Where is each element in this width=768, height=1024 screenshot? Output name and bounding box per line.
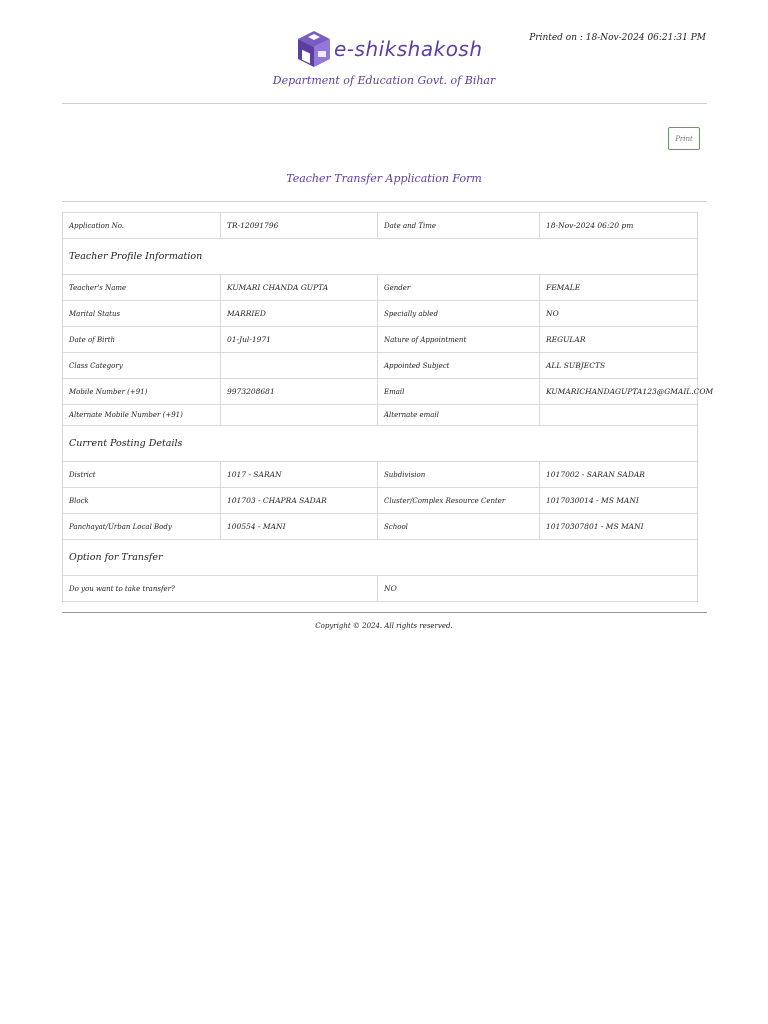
- section-heading-transfer: Option for Transfer: [63, 540, 698, 576]
- field-value: REGULAR: [540, 327, 698, 353]
- department-name: Department of Education Govt. of Bihar: [272, 74, 496, 87]
- transfer-question: Do you want to take transfer?: [63, 576, 378, 602]
- book-cube-logo-icon: [296, 29, 332, 69]
- table-row: [63, 275, 698, 301]
- print-button[interactable]: Print: [668, 127, 700, 150]
- field-value: ALL SUBJECTS: [540, 353, 698, 379]
- printed-on-timestamp: Printed on : 18-Nov-2024 06:21:31 PM: [529, 33, 706, 43]
- field-value: 1017 - SARAN: [221, 462, 378, 488]
- field-label: Alternate email: [378, 405, 540, 426]
- field-value: FEMALE: [540, 275, 698, 301]
- field-label: Email: [378, 379, 540, 405]
- table-row: [63, 488, 698, 514]
- table-row: [63, 405, 698, 426]
- table-row: [63, 301, 698, 327]
- field-label: Gender: [378, 275, 540, 301]
- field-value: 9973208681: [221, 379, 378, 405]
- field-label: Teacher's Name: [63, 275, 221, 301]
- form-title: Teacher Transfer Application Form: [286, 172, 482, 185]
- footer-divider: [62, 612, 707, 613]
- section-row: [63, 540, 698, 576]
- field-label: Subdivision: [378, 462, 540, 488]
- section-heading-posting: Current Posting Details: [63, 426, 698, 462]
- field-value: KUMARI CHANDA GUPTA: [221, 275, 378, 301]
- transfer-answer: NO: [378, 576, 698, 602]
- table-row: [63, 213, 698, 239]
- section-row: [63, 239, 698, 275]
- field-label: Appointed Subject: [378, 353, 540, 379]
- table-row: [63, 576, 698, 602]
- application-table: [62, 212, 714, 602]
- field-label: Date of Birth: [63, 327, 221, 353]
- field-value: MARRIED: [221, 301, 378, 327]
- table-row: [63, 462, 698, 488]
- field-value: [221, 353, 378, 379]
- field-value: 1017002 - SARAN SADAR: [540, 462, 698, 488]
- field-value: 01-Jul-1971: [221, 327, 378, 353]
- field-value: NO: [540, 301, 698, 327]
- site-logo[interactable]: [296, 29, 483, 69]
- field-label: School: [378, 514, 540, 540]
- title-divider: [62, 201, 707, 202]
- field-value: 1017030014 - MS MANI: [540, 488, 698, 514]
- field-value: KUMARICHANDAGUPTA123@GMAIL.COM: [540, 379, 698, 405]
- field-label: Alternate Mobile Number (+91): [63, 405, 221, 426]
- table-row: [63, 327, 698, 353]
- header-divider: [62, 103, 707, 104]
- field-label: Cluster/Complex Resource Center: [378, 488, 540, 514]
- field-label: Block: [63, 488, 221, 514]
- application-no-label: Application No.: [63, 213, 221, 239]
- field-label: Specially abled: [378, 301, 540, 327]
- field-label: District: [63, 462, 221, 488]
- section-heading-profile: Teacher Profile Information: [63, 239, 698, 275]
- section-row: [63, 426, 698, 462]
- field-value: 101703 - CHAPRA SADAR: [221, 488, 378, 514]
- copyright-footer: Copyright © 2024. All rights reserved.: [315, 622, 453, 630]
- date-time-label: Date and Time: [378, 213, 540, 239]
- field-label: Mobile Number (+91): [63, 379, 221, 405]
- field-label: Nature of Appointment: [378, 327, 540, 353]
- table-row: [63, 353, 698, 379]
- field-value: 10170307801 - MS MANI: [540, 514, 698, 540]
- field-value: [221, 405, 378, 426]
- field-label: Class Category: [63, 353, 221, 379]
- page-header: [0, 0, 768, 104]
- logo-text: e-shikshakosh: [334, 37, 483, 61]
- date-time-value: 18-Nov-2024 06:20 pm: [540, 213, 698, 239]
- field-label: Panchayat/Urban Local Body: [63, 514, 221, 540]
- field-value: 100554 - MANI: [221, 514, 378, 540]
- table-row: [63, 379, 698, 405]
- application-no-value: TR-12091796: [221, 213, 378, 239]
- field-value: [540, 405, 698, 426]
- table-row: [63, 514, 698, 540]
- field-label: Marital Status: [63, 301, 221, 327]
